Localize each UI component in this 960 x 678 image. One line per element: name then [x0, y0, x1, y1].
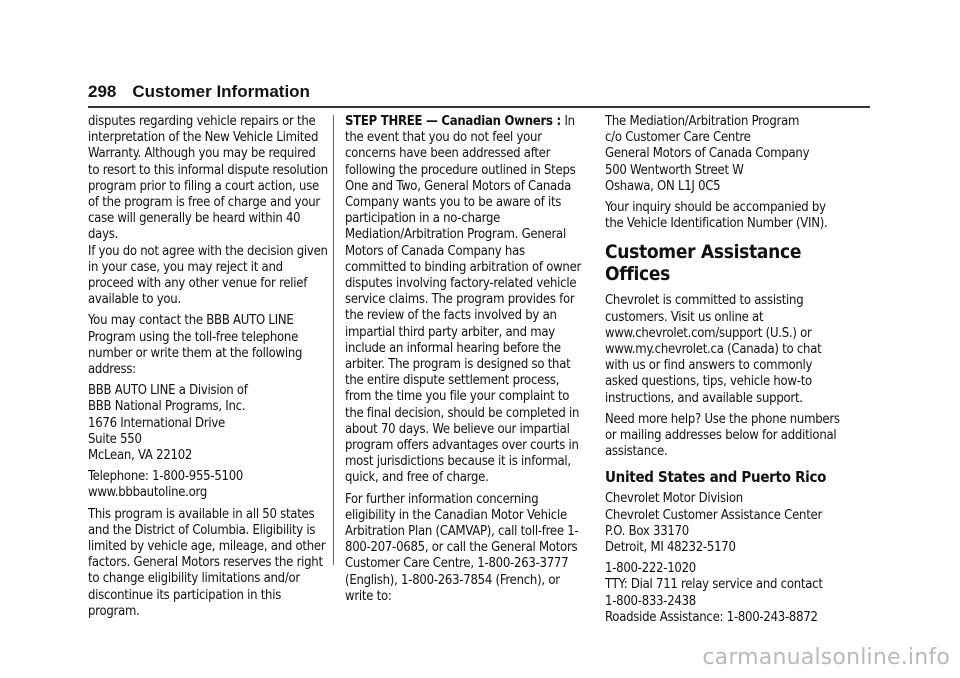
watermark: carmanualsonline.info — [702, 645, 950, 670]
paragraph: Need more help? Use the phone numbers or mailing addresses below for additional assistance. — [605, 411, 840, 460]
paragraph: You may contact the BBB AUTO LINE Program using the toll-free telephone number or write them at the following address: — [88, 313, 303, 378]
column-middle — [345, 114, 585, 610]
page-number: 298 — [88, 82, 117, 101]
page-header — [88, 82, 310, 102]
header-rule — [88, 106, 870, 108]
phone-list: 1-800-222-1020 TTY: Dial 711 relay service and contact 1-800-833-2438 Roadside Assistance: 1-800-243-8872 — [605, 561, 823, 625]
us-address: Chevrolet Motor Division Chevrolet Customer Assistance Center P.O. Box 33170 Detroit, MI 48232-5170 — [605, 491, 823, 556]
column-right — [605, 114, 845, 631]
paragraph: This program is available in all 50 states and the District of Columbia. Eligibility is limited by vehicle age, mileage, and other factors. General Motors reserves the right to change eligibility limitations and/or discontinue its participation in this program. — [88, 506, 326, 619]
bbb-contact — [88, 469, 328, 501]
paragraph: Your inquiry should be accompanied by the Vehicle Identification Number (VIN). — [605, 200, 828, 232]
paragraph: For further information concerning eligibility in the Canadian Motor Vehicle Arbitration Plan (CAMVAP), call toll-free 1-800-207-0685, or call the General Motors Customer Care Centre, 1-800-263-3777 (English), 1-800-263-7854 (French), or write to: — [345, 491, 579, 604]
bbb-address: BBB AUTO LINE a Division of BBB National Programs, Inc. 1676 International Drive Suite 550 McLean, VA 22102 — [88, 383, 248, 464]
section-heading: Customer Assistance Offices — [605, 241, 802, 286]
canada-address: The Mediation/Arbitration Program c/o Customer Care Centre General Motors of Canada Company 500 Wentworth Street W Oshawa, ON L1J 0C5 — [605, 114, 810, 194]
website-link[interactable]: www.bbbautoline.org — [88, 485, 208, 501]
paragraph: Chevrolet is committed to assisting customers. Visit us online at www.chevrolet.com/support (U.S.) or www.my.chevrolet.ca (Canada) to chat with us or find answers to commonly asked questions, tips, vehicle how-to instructions, and available support. — [605, 293, 822, 406]
telephone-number: Telephone: 1-800-955-5100 — [88, 469, 244, 485]
subheading: United States and Puerto Rico — [605, 468, 827, 487]
section-title: Customer Information — [132, 82, 310, 101]
paragraph: disputes regarding vehicle repairs or the interpretation of the New Vehicle Limited Warranty. Although you may be required to resort to this informal dispute resolution program prior to filing a court action, use of the program is free of charge and your case will generally be heard within 40 days. If you do not agree with the decision given in your case, you may reject it and proceed with any other venue for relief available to you. — [88, 114, 328, 308]
step-heading: STEP THREE — Canadian Owners : — [345, 114, 561, 129]
column-left — [88, 114, 328, 625]
paragraph: STEP THREE — Canadian Owners : In the event that you do not feel your concerns have been addressed after following the procedure outlined in Steps One and Two, General Motors of Canada Company wants you to be aware of its participation in a no-charge Mediation/Arbitration Program. General Motors of Canada Company has committed to binding arbitration of owner disputes involving factory-related vehicle service claims. The program provides for the review of the facts involved by an impartial third party arbiter, and may include an informal hearing before the arbiter. The program is designed so that the entire dispute settlement process, from the time you file your complaint to the final decision, should be completed in about 70 days. We believe our impartial program offers advantages over courts in most jurisdictions because it is informal, quick, and free of charge. — [345, 114, 582, 486]
column-divider — [333, 115, 334, 565]
